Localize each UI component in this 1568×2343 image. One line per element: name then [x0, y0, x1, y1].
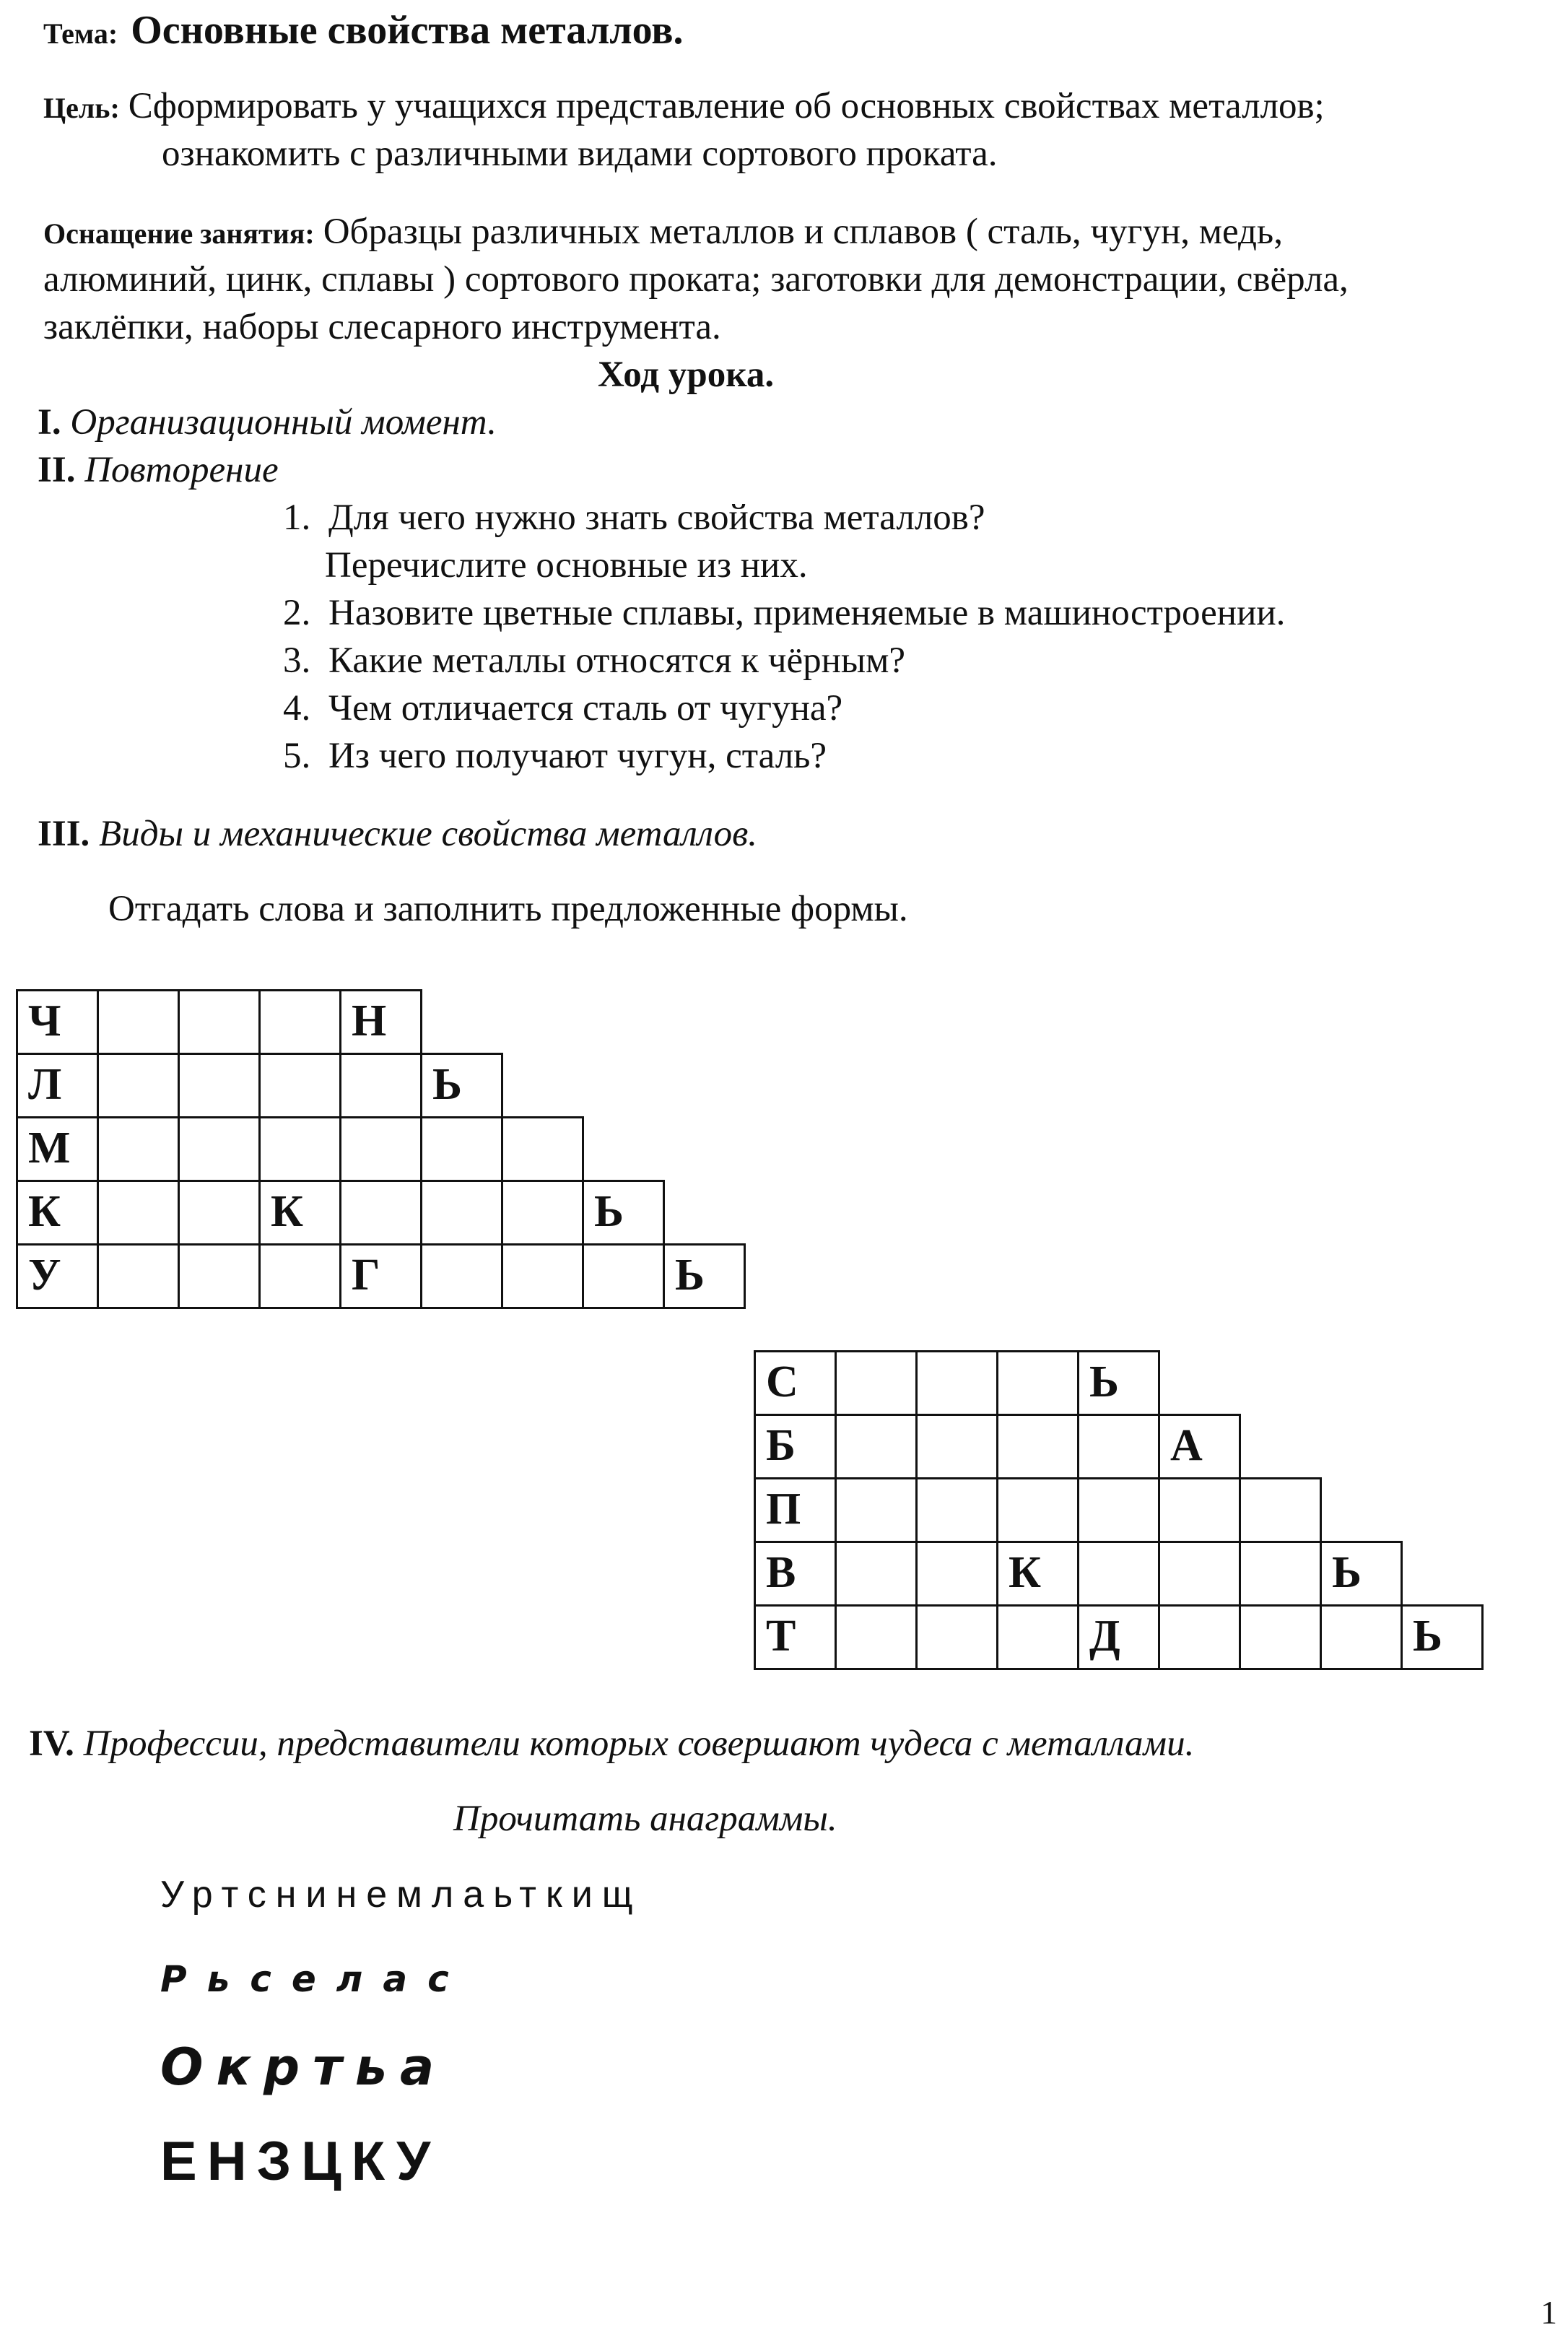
grid-cell — [420, 1180, 503, 1246]
grid-cell — [1320, 1604, 1403, 1670]
grid-cell: Б — [754, 1414, 837, 1479]
topic-label: Тема: — [43, 17, 118, 50]
grid-cell — [97, 1243, 180, 1309]
list-item: 3. Какие металлы относятся к чёрным? — [283, 640, 906, 681]
goal-label: Цель: — [43, 92, 120, 124]
section-1 — [38, 401, 497, 443]
grid-cell: Д — [1077, 1604, 1160, 1670]
grid-cell — [178, 1243, 261, 1309]
grid-cell — [339, 1053, 422, 1118]
list-item: Перечислите основные из них. — [325, 545, 808, 586]
topic-line — [43, 7, 684, 53]
grid-cell — [835, 1350, 918, 1416]
grid-cell — [258, 1053, 341, 1118]
section-2-title: Повторение — [84, 450, 279, 490]
section-4-title: Профессии, представители которых совершают чудеса с металлами. — [83, 1723, 1195, 1764]
grid-cell — [420, 1116, 503, 1182]
grid-cell — [97, 1116, 180, 1182]
grid-cell: Ь — [582, 1180, 665, 1246]
section-4-number: IV. — [29, 1723, 74, 1764]
grid-cell — [178, 1116, 261, 1182]
list-item: 5. Из чего получают чугун, сталь? — [283, 736, 827, 776]
grid-cell — [97, 1053, 180, 1118]
page-number: 1 — [1541, 2294, 1557, 2331]
grid-cell — [97, 989, 180, 1055]
grid-cell: Ь — [1401, 1604, 1484, 1670]
grid-cell — [1077, 1477, 1160, 1543]
section-1-title: Организационный момент. — [70, 402, 497, 443]
section-4-task: Прочитать анаграммы. — [453, 1799, 837, 1839]
anagram-2: Рьселас — [160, 1958, 469, 2000]
grid-cell: П — [754, 1477, 837, 1543]
grid-cell — [339, 1180, 422, 1246]
grid-cell: С — [754, 1350, 837, 1416]
grid-cell — [915, 1350, 998, 1416]
grid-cell — [258, 1243, 341, 1309]
grid-cell: М — [16, 1116, 99, 1182]
grid-cell — [258, 1116, 341, 1182]
list-item: 2. Назовите цветные сплавы, применяемые в машиностроении. — [283, 593, 1286, 633]
equipment-line-1 — [43, 211, 1283, 253]
grid-cell — [1158, 1604, 1241, 1670]
grid-cell — [178, 1053, 261, 1118]
grid-cell — [1077, 1541, 1160, 1607]
grid-cell — [996, 1477, 1079, 1543]
grid-cell: Л — [16, 1053, 99, 1118]
grid-cell — [835, 1604, 918, 1670]
section-4 — [29, 1723, 1194, 1765]
grid-cell — [835, 1541, 918, 1607]
equipment-text-2: алюминий, цинк, сплавы ) сортового проката; заготовки для демонстрации, свёрла, — [43, 259, 1349, 300]
goal-line-1 — [43, 85, 1325, 127]
section-3-task: Отгадать слова и заполнить предложенные формы. — [108, 889, 908, 929]
grid-cell: К — [996, 1541, 1079, 1607]
goal-text-1: Сформировать у учащихся представление об основных свойствах металлов; — [128, 86, 1325, 126]
grid-cell — [1158, 1541, 1241, 1607]
grid-cell: Ь — [1077, 1350, 1160, 1416]
grid-cell: Ь — [663, 1243, 746, 1309]
grid-cell — [258, 989, 341, 1055]
grid-cell — [835, 1477, 918, 1543]
grid-cell — [1239, 1477, 1322, 1543]
grid-cell: А — [1158, 1414, 1241, 1479]
anagram-3: Окртьа — [160, 2038, 448, 2097]
grid-cell — [996, 1350, 1079, 1416]
grid-cell: Н — [339, 989, 422, 1055]
grid-cell — [996, 1604, 1079, 1670]
grid-cell — [1158, 1477, 1241, 1543]
grid-cell: Ь — [420, 1053, 503, 1118]
grid-cell — [178, 1180, 261, 1246]
grid-cell — [1077, 1414, 1160, 1479]
section-3 — [38, 813, 757, 855]
equipment-text-3: заклёпки, наборы слесарного инструмента. — [43, 307, 721, 347]
equipment-label: Оснащение занятия: — [43, 217, 315, 250]
grid-cell: Ч — [16, 989, 99, 1055]
grid-cell — [178, 989, 261, 1055]
grid-cell — [501, 1243, 584, 1309]
grid-cell — [97, 1180, 180, 1246]
lesson-title: Ход урока. — [598, 355, 775, 395]
grid-cell — [501, 1180, 584, 1246]
grid-cell — [915, 1541, 998, 1607]
section-3-title: Виды и механические свойства металлов. — [99, 814, 758, 854]
topic-title: Основные свойства металлов. — [131, 8, 684, 53]
grid-cell: Ь — [1320, 1541, 1403, 1607]
grid-cell: У — [16, 1243, 99, 1309]
grid-cell: К — [258, 1180, 341, 1246]
anagram-4: ЕНЗЦКУ — [160, 2131, 441, 2192]
grid-cell: Т — [754, 1604, 837, 1670]
grid-cell — [1239, 1604, 1322, 1670]
grid-cell — [1239, 1541, 1322, 1607]
grid-cell: Г — [339, 1243, 422, 1309]
grid-cell: К — [16, 1180, 99, 1246]
anagram-1: Уртснинемлаьткищ — [160, 1874, 643, 1916]
grid-cell — [339, 1116, 422, 1182]
list-item: 1. Для чего нужно знать свойства металлов? — [283, 497, 985, 538]
goal-text-2: ознакомить с различными видами сортового проката. — [162, 134, 998, 174]
grid-cell — [420, 1243, 503, 1309]
grid-cell — [582, 1243, 665, 1309]
section-1-number: I. — [38, 402, 61, 443]
list-item: 4. Чем отличается сталь от чугуна? — [283, 688, 843, 729]
grid-cell: В — [754, 1541, 837, 1607]
section-2-number: II. — [38, 450, 76, 490]
section-2 — [38, 449, 279, 491]
section-3-number: III. — [38, 814, 90, 854]
grid-cell — [835, 1414, 918, 1479]
grid-cell — [996, 1414, 1079, 1479]
grid-cell — [915, 1477, 998, 1543]
grid-cell — [501, 1116, 584, 1182]
grid-cell — [915, 1414, 998, 1479]
equipment-text-1: Образцы различных металлов и сплавов ( сталь, чугун, медь, — [323, 212, 1283, 252]
grid-cell — [915, 1604, 998, 1670]
